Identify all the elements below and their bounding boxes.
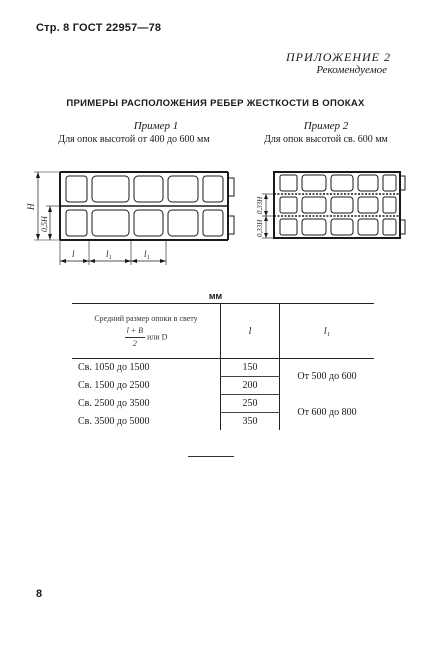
dim-H: H — [26, 203, 36, 210]
table-row: Св. 3500 до 5000 350 — [72, 413, 374, 431]
table-row: Св. 1050 до 1500 150 От 500 до 600 — [72, 359, 374, 377]
header-fraction: $\frac{l + B}{2}$ — [126, 325, 144, 348]
example2-drawing — [244, 160, 414, 250]
header-size: Средний размер опоки в свету $\frac{l + B}{2}$ или D — [72, 304, 221, 359]
dim-033h-a: 0,33H — [256, 196, 264, 214]
page-number: 8 — [36, 588, 43, 600]
end-rule — [188, 456, 234, 457]
appendix-subtitle: Рекомендуемое — [316, 64, 387, 76]
dim-half-h: 0,5H — [40, 216, 49, 232]
page-header: Стр. 8 ГОСТ 22957—78 — [36, 22, 162, 34]
header-l1: l₁ — [280, 304, 375, 359]
l1-group-1: От 500 до 600 — [280, 359, 375, 395]
section-title: ПРИМЕРЫ РАСПОЛОЖЕНИЯ РЕБЕР ЖЕСТКОСТИ В ОПОКАХ — [66, 98, 365, 109]
table-header-row — [72, 304, 374, 359]
example1-caption: Для опок высотой от 400 до 600 мм — [58, 134, 210, 145]
dim-033h-b: 0,33H — [256, 219, 264, 237]
example2-caption: Для опок высотой св. 600 мм — [264, 134, 388, 145]
table-unit: мм — [208, 291, 223, 301]
dim-l1-a: l₁ — [106, 249, 112, 259]
dim-l: l — [72, 249, 75, 259]
l1-group-2: От 600 до 800 — [280, 395, 375, 431]
table-row: Св. 2500 до 3500 250 От 600 до 800 — [72, 395, 374, 413]
example2-label: Пример 2 — [303, 120, 349, 132]
dim-l1-b: l₁ — [144, 249, 150, 259]
table-row: Св. 1500 до 2500 200 — [72, 377, 374, 395]
example1-label: Пример 1 — [133, 120, 179, 132]
header-l: l — [221, 304, 280, 359]
spec-table — [72, 303, 374, 430]
appendix-title: ПРИЛОЖЕНИЕ 2 — [286, 50, 391, 64]
example1-drawing — [20, 160, 240, 275]
